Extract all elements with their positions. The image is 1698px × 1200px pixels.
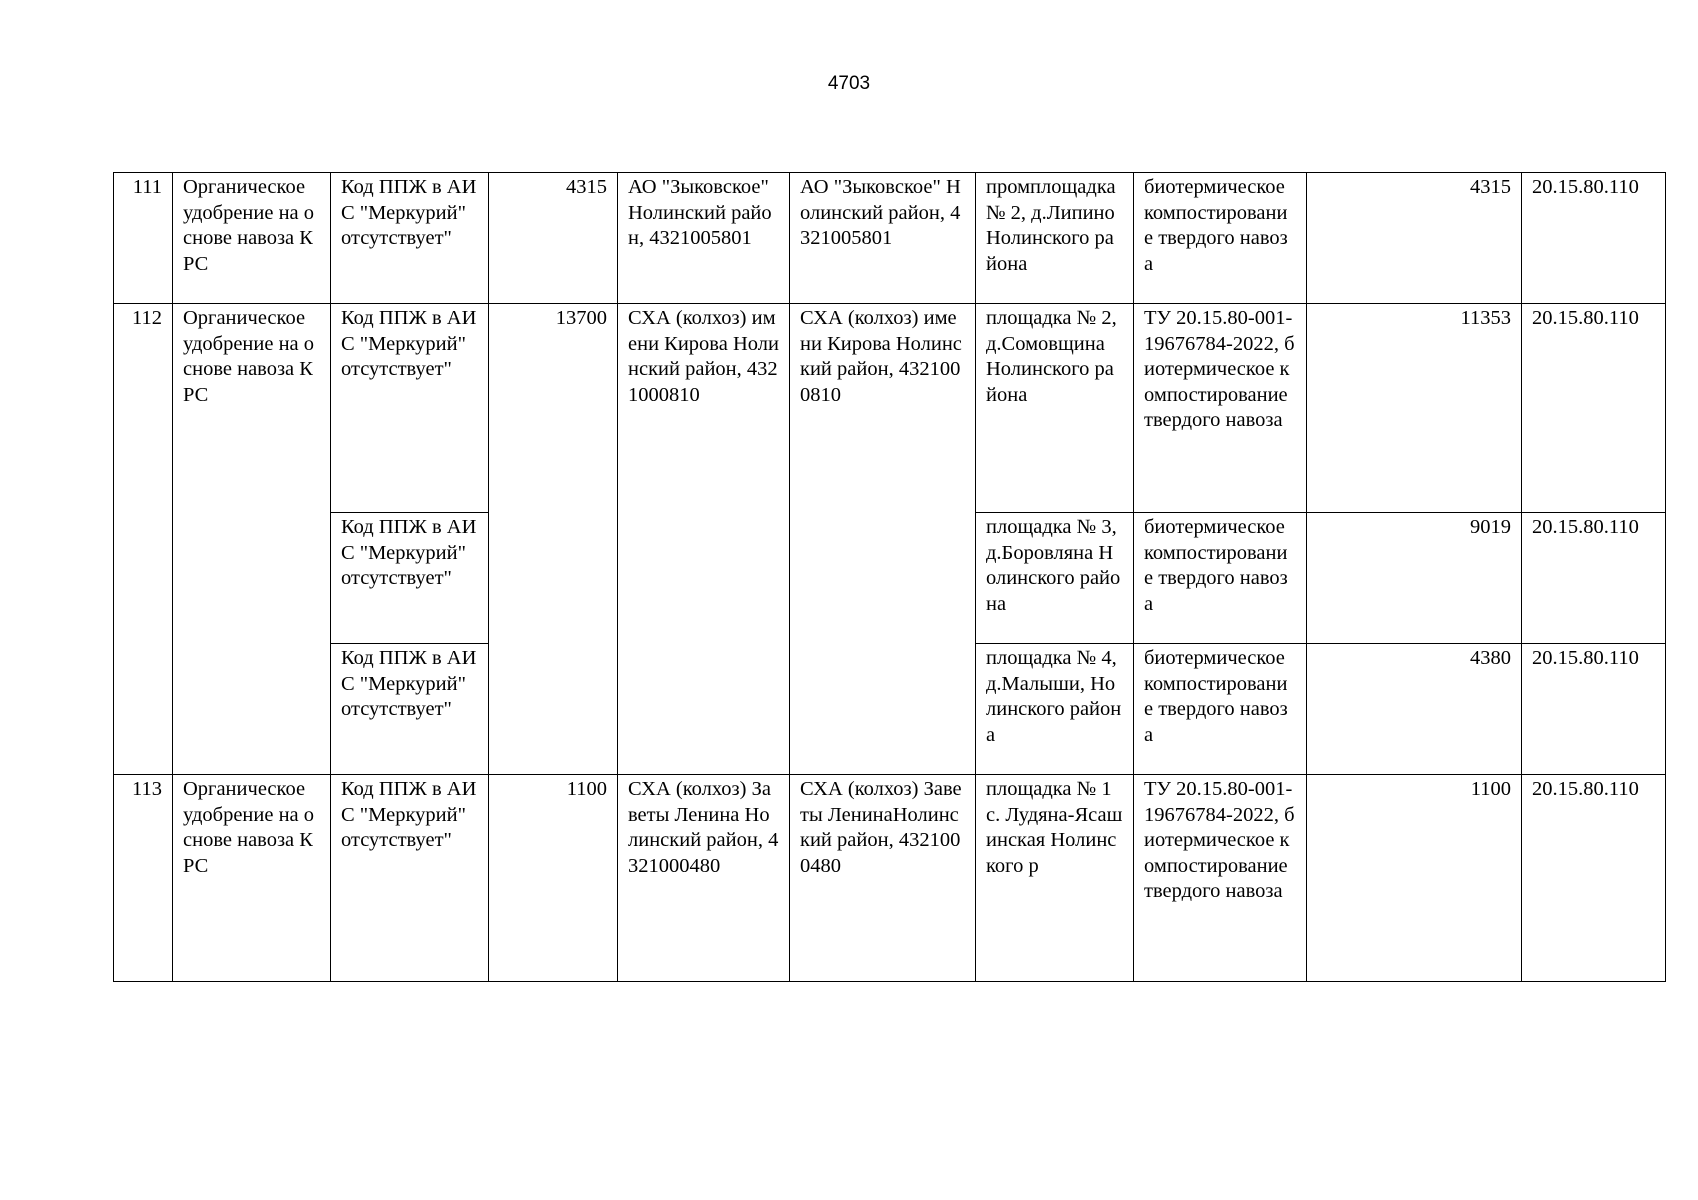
page-number: 4703 [827,73,871,94]
production-method: ТУ 20.15.80-001-19676784-2022, биотермическое компостирование твердого навоза [1134,775,1307,982]
okpd-code: 20.15.80.110 [1522,513,1666,644]
table-row [114,775,1666,982]
site-amount: 11353 [1307,304,1522,513]
site-amount: 4315 [1307,173,1522,304]
site-amount: 1100 [1307,775,1522,982]
row-number: 113 [114,775,173,982]
production-method: биотермическое компостирование твердого навоза [1134,644,1307,775]
owner: СХА (колхоз) Заветы ЛенинаНолинский район, 4321000480 [790,775,976,982]
owner: АО "Зыковское" Нолинский район, 4321005801 [790,173,976,304]
okpd-code: 20.15.80.110 [1522,173,1666,304]
production-volume: 13700 [489,304,618,775]
production-volume: 4315 [489,173,618,304]
product-name: Органическое удобрение на основе навоза КРС [173,173,331,304]
mercury-code: Код ППЖ в АИС "Меркурий" отсутствует" [331,513,489,644]
site-amount: 4380 [1307,644,1522,775]
producer: СХА (колхоз) Заветы Ленина Нолинский район, 4321000480 [618,775,790,982]
mercury-code: Код ППЖ в АИС "Меркурий" отсутствует" [331,173,489,304]
producer: СХА (колхоз) имени Кирова Нолинский район, 4321000810 [618,304,790,775]
producer: АО "Зыковское" Нолинский район, 4321005801 [618,173,790,304]
site-amount: 9019 [1307,513,1522,644]
okpd-code: 20.15.80.110 [1522,304,1666,513]
production-site: площадка № 4, д.Малыши, Нолинского района [976,644,1134,775]
production-method: биотермическое компостирование твердого навоза [1134,173,1307,304]
product-name: Органическое удобрение на основе навоза КРС [173,775,331,982]
row-number: 112 [114,304,173,775]
mercury-code: Код ППЖ в АИС "Меркурий" отсутствует" [331,775,489,982]
mercury-code: Код ППЖ в АИС "Меркурий" отсутствует" [331,304,489,513]
register-table [113,172,1666,982]
okpd-code: 20.15.80.110 [1522,775,1666,982]
product-name: Органическое удобрение на основе навоза КРС [173,304,331,775]
mercury-code: Код ППЖ в АИС "Меркурий" отсутствует" [331,644,489,775]
production-method: биотермическое компостирование твердого навоза [1134,513,1307,644]
table-row [114,304,1666,513]
row-number: 111 [114,173,173,304]
production-volume: 1100 [489,775,618,982]
table-row [114,173,1666,304]
production-site: площадка № 1с. Лудяна-Ясашинская Нолинского р [976,775,1134,982]
production-method: ТУ 20.15.80-001-19676784-2022, биотермическое компостирование твердого навоза [1134,304,1307,513]
production-site: площадка № 2, д.Сомовщина Нолинского района [976,304,1134,513]
production-site: промплощадка № 2, д.Липино Нолинского района [976,173,1134,304]
production-site: площадка № 3, д.Боровляна Нолинского района [976,513,1134,644]
owner: СХА (колхоз) имени Кирова Нолинский район, 4321000810 [790,304,976,775]
okpd-code: 20.15.80.110 [1522,644,1666,775]
